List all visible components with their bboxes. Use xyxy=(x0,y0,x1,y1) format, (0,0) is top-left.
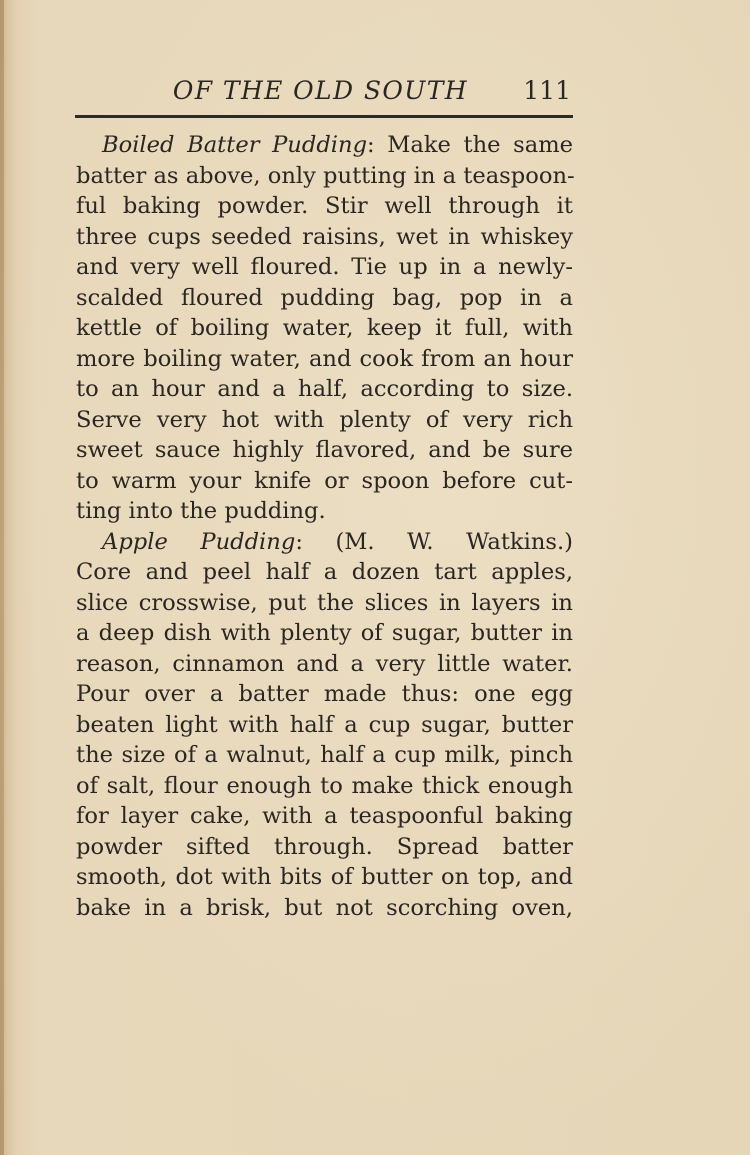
text-line: ful baking powder. Stir well through it xyxy=(76,193,573,219)
header-rule xyxy=(75,115,573,118)
page-number: 111 xyxy=(523,76,571,105)
text-line: the size of a walnut, half a cup milk, pinch xyxy=(76,742,573,768)
text-line: powder sifted through. Spread batter xyxy=(76,833,573,860)
text-line: Apple Pudding: (M. W. Watkins.) xyxy=(102,528,573,555)
page-body xyxy=(76,130,573,923)
text-line: slice crosswise, put the slices in layers in xyxy=(76,589,573,616)
recipe-title: Boiled Batter Pudding xyxy=(102,132,368,158)
text-line: Serve very hot with plenty of very rich xyxy=(76,406,573,433)
text-line: smooth, dot with bits of butter on top, and xyxy=(76,864,573,890)
text-line: a deep dish with plenty of sugar, butter in xyxy=(76,620,573,646)
text-line: batter as above, only putting in a teaspoon- xyxy=(76,162,575,189)
running-header xyxy=(76,72,573,112)
text-line: Pour over a batter made thus: one egg xyxy=(76,681,573,707)
text-line: more boiling water, and cook from an hour xyxy=(76,345,573,372)
text-line: Boiled Batter Pudding: Make the same xyxy=(102,132,573,158)
text-line: of salt, flour enough to make thick enough xyxy=(76,772,573,799)
recipe-title: Apple Pudding xyxy=(102,528,296,555)
text-line: sweet sauce highly flavored, and be sure xyxy=(76,437,573,463)
text-line: beaten light with half a cup sugar, butter xyxy=(76,711,573,738)
text-line: reason, cinnamon and a very little water. xyxy=(76,650,573,677)
text-line: scalded floured pudding bag, pop in a xyxy=(76,284,573,311)
text-line: bake in a brisk, but not scorching oven, xyxy=(76,894,573,921)
text-line: to warm your knife or spoon before cut- xyxy=(76,467,573,494)
text-line: ting into the pudding. xyxy=(76,498,326,524)
text-line: to an hour and a half, according to size. xyxy=(76,376,573,402)
text-line: and very well floured. Tie up in a newly- xyxy=(76,254,573,280)
text-line: kettle of boiling water, keep it full, with xyxy=(76,315,573,341)
text-line: Core and peel half a dozen tart apples, xyxy=(76,559,573,585)
text-line: three cups seeded raisins, wet in whiskey xyxy=(76,223,573,250)
running-title: OF THE OLD SOUTH xyxy=(172,76,468,105)
text-line: for layer cake, with a teaspoonful baking xyxy=(76,803,573,829)
page-gutter xyxy=(0,0,4,1155)
